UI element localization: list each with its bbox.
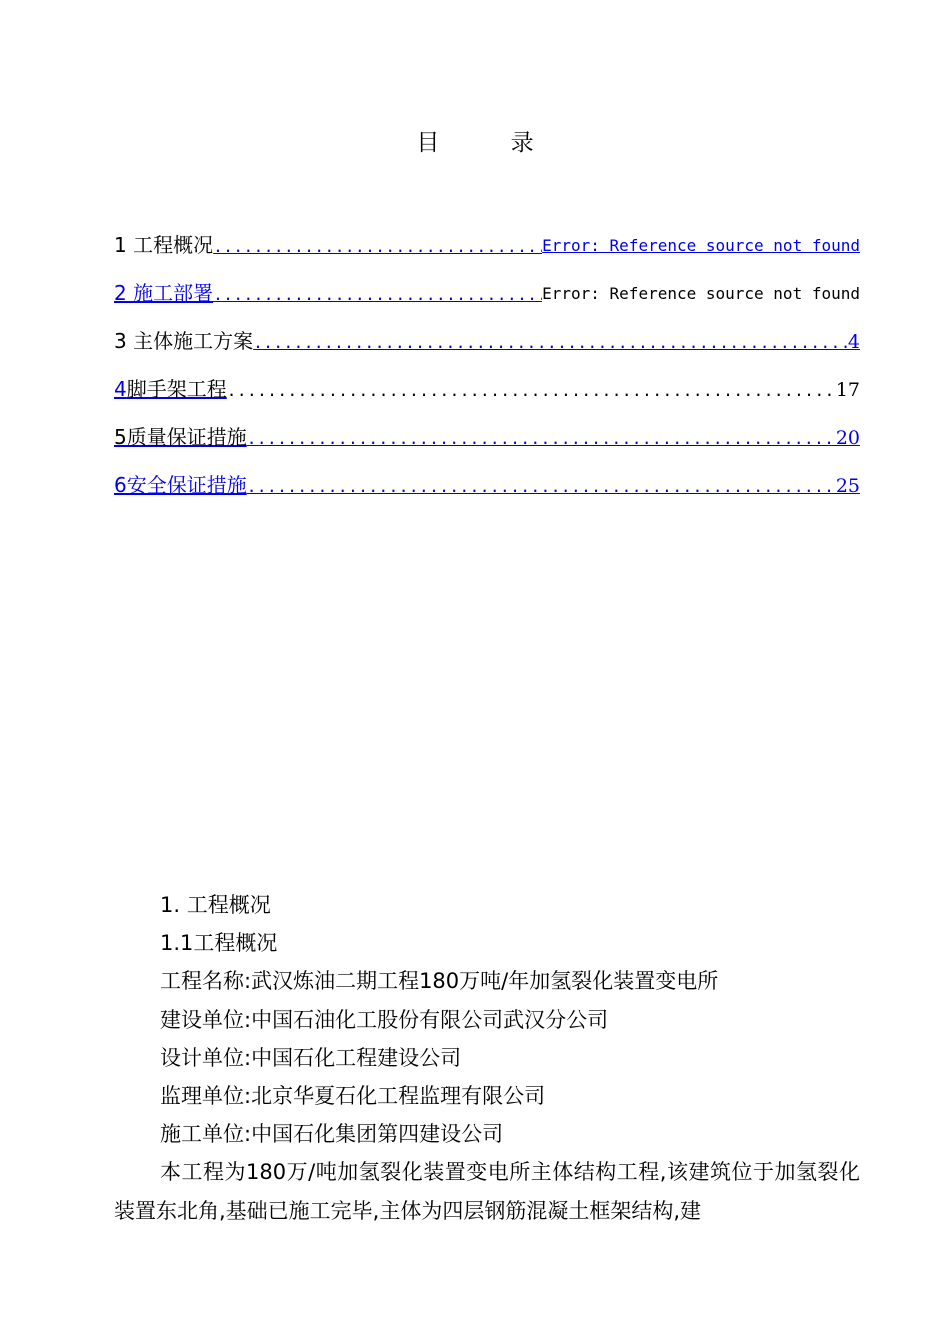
- overview-paragraph: 本工程为180万/吨加氢裂化装置变电所主体结构工程,该建筑位于加氢裂化装置东北角,基础已施工完毕,主体为四层钢筋混凝土框架结构,建: [114, 1160, 860, 1223]
- supervisor-line: 监理单位:北京华夏石化工程监理有限公司: [160, 1084, 546, 1109]
- toc-entry-label: 5质量保证措施: [114, 425, 247, 449]
- toc-leader: [227, 381, 836, 402]
- toc-entry-number[interactable]: 4: [114, 377, 127, 401]
- toc-page-number: 17: [835, 379, 860, 401]
- toc-page-number[interactable]: 20: [835, 427, 860, 449]
- toc-page-number[interactable]: 25: [835, 475, 860, 497]
- toc-entry-text: 脚手架工程: [126, 377, 227, 401]
- toc-leader: [247, 429, 836, 450]
- contractor-line: 施工单位:中国石化集团第四建设公司: [160, 1122, 504, 1147]
- toc-title: 目 录: [416, 130, 566, 156]
- toc-entry-label: 3 主体施工方案: [114, 329, 254, 353]
- designer-line: 设计单位:中国石化工程建设公司: [160, 1045, 462, 1070]
- toc-entry-1[interactable]: [114, 210, 860, 258]
- toc-page-ref[interactable]: Error: Reference source not found: [542, 236, 860, 255]
- toc-entry-label: 1 工程概况: [114, 233, 214, 257]
- toc-entry-6[interactable]: [114, 450, 860, 498]
- toc-page-number[interactable]: 4: [847, 331, 860, 353]
- toc-leader: [253, 333, 848, 354]
- section-heading: 1. 工程概况: [160, 893, 271, 917]
- toc-leader: [213, 285, 542, 306]
- toc-entry-label: [114, 373, 227, 402]
- toc-entry-5[interactable]: [114, 402, 860, 450]
- toc-entry-3[interactable]: [114, 306, 860, 354]
- document-body: [114, 886, 860, 1230]
- toc-leader: [247, 477, 836, 498]
- toc-page-ref: Error: Reference source not found: [542, 284, 860, 303]
- toc-leader: [213, 237, 542, 258]
- toc-entry-2[interactable]: [114, 258, 860, 306]
- subsection-heading: 1.1工程概况: [160, 931, 278, 956]
- project-name-line: 工程名称:武汉炼油二期工程180万吨/年加氢裂化装置变电所: [160, 969, 719, 994]
- owner-line: 建设单位:中国石油化工股份有限公司武汉分公司: [160, 1007, 609, 1032]
- toc-entry-label[interactable]: 2 施工部署: [114, 281, 214, 305]
- table-of-contents: [114, 210, 860, 498]
- toc-entry-4[interactable]: [114, 354, 860, 402]
- toc-entry-label[interactable]: 6安全保证措施: [114, 473, 247, 497]
